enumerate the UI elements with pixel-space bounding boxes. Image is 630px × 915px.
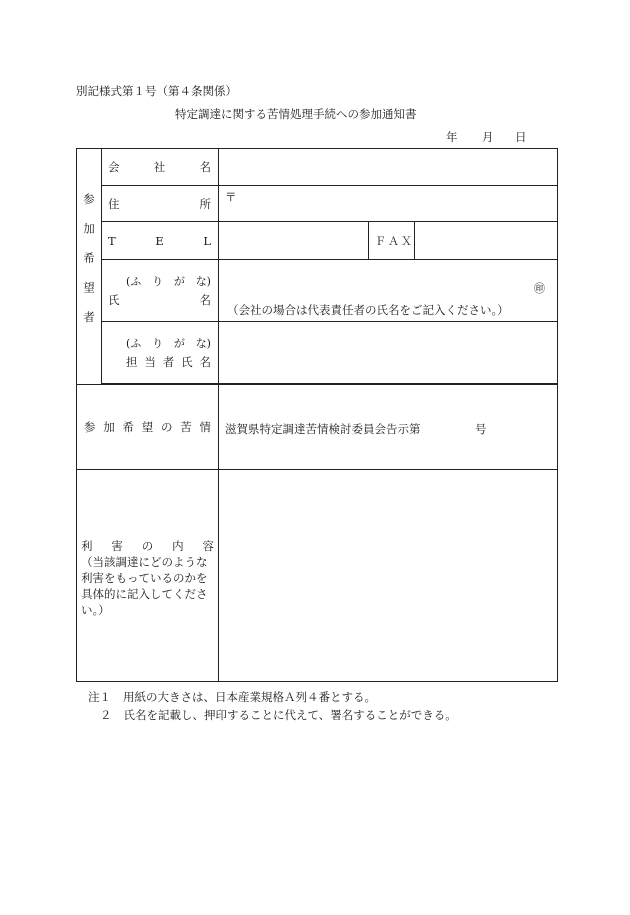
- complaint-label-cell: [77, 385, 219, 470]
- contact-field[interactable]: [219, 322, 558, 384]
- interest-row: [77, 470, 558, 682]
- complaint-value-suffix: 号: [475, 422, 487, 436]
- interest-label: 利 害 の 内 容: [81, 539, 214, 553]
- tel-fax-row: [77, 222, 558, 260]
- complaint-row: [77, 385, 558, 470]
- form-title: 特定調達に関する苦情処理手続への参加通知書: [175, 107, 417, 121]
- company-name-field[interactable]: [219, 149, 558, 186]
- address-label: 住 所: [108, 196, 211, 211]
- name-furigana-label: (ふ り が な): [126, 275, 211, 288]
- form-number: 別記様式第１号（第４条関係）: [76, 84, 237, 98]
- name-note: （会社の場合は代表責任者の氏名をご記入ください。）: [227, 303, 509, 317]
- company-label-cell: [102, 149, 219, 186]
- contact-row: [77, 322, 558, 384]
- name-label: 氏 名: [108, 293, 211, 307]
- seal-mark: ㊞: [534, 282, 546, 295]
- address-field[interactable]: [219, 186, 558, 222]
- tel-label-cell: [102, 222, 219, 260]
- contact-label: 担 当 者 氏 名: [126, 355, 211, 369]
- company-label: 会 社 名: [108, 160, 211, 174]
- tel-field[interactable]: [219, 222, 369, 260]
- contact-furigana-label: (ふ り が な): [126, 337, 211, 350]
- interest-label-cell: [77, 470, 219, 682]
- name-label-cell: [102, 260, 219, 322]
- note-1: 注１ 用紙の大きさは、日本産業規格Ａ列４番とする。: [88, 690, 376, 704]
- interest-description: （当該調達にどのような利害をもっているのかを具体的に記入してください。）: [81, 555, 208, 617]
- fax-label: ＦＡＸ: [369, 222, 415, 260]
- date-year-label: 年: [446, 130, 458, 144]
- name-row: [77, 260, 558, 322]
- date-month-label: 月: [482, 130, 494, 144]
- interest-field[interactable]: [219, 470, 558, 682]
- complaint-value-prefix: 滋賀県特定調達苦情検討委員会告示第: [225, 422, 421, 436]
- contact-label-cell: [102, 322, 219, 384]
- applicant-group-cell: [77, 149, 102, 385]
- fax-field[interactable]: [415, 222, 558, 260]
- address-row: [77, 186, 558, 222]
- date-day-label: 日: [515, 130, 527, 144]
- notes: [88, 688, 457, 724]
- address-label-cell: [102, 186, 219, 222]
- postal-mark: 〒: [225, 190, 237, 204]
- name-field[interactable]: [219, 260, 558, 322]
- complaint-field[interactable]: [219, 385, 558, 470]
- company-row: [77, 149, 558, 186]
- note-2: ２ 氏名を記載し、押印することに代えて、署名することができる。: [100, 708, 457, 722]
- applicant-group-label: 参加希望者: [82, 192, 96, 341]
- complaint-label: 参 加 希 望 の 苦 情: [84, 420, 211, 434]
- application-form-table: [76, 148, 558, 682]
- tel-label: T E L: [108, 233, 211, 248]
